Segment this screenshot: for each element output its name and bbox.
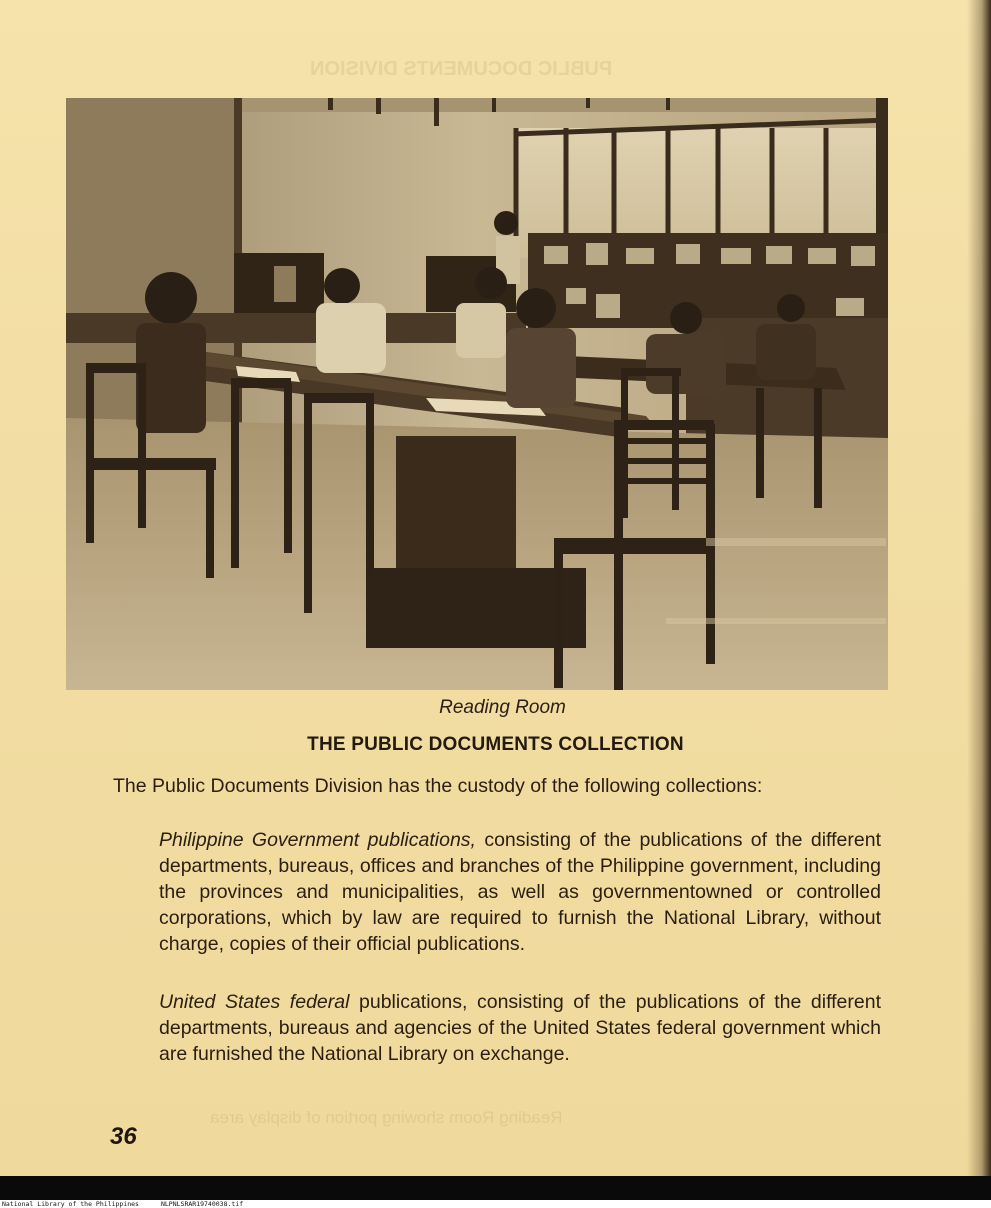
page-number: 36 (110, 1123, 137, 1150)
bleed-through-text: PUBLIC DOCUMENTS DIVISION (310, 58, 613, 80)
collection-body: publications, consisting of the publications of the different departments, bureaus and agencies of the United States federal government which are furnished the National Library on exchange. (159, 991, 882, 1065)
collection-title: Philippine Government publications, (159, 829, 476, 851)
collection-paragraph-us-federal (159, 989, 881, 1067)
collection-title: United States federal (159, 991, 350, 1013)
scan-institution: National Library of the Philippines (2, 1200, 139, 1208)
collection-body: consisting of the publications of the different departments, bureaus, offices and branches of the Philippine government, including the provinces and municipalities, as well as governmentowned or controlled corporations, which by law are required to furnish the National Library, without charge, copies of their official publications. (159, 829, 881, 955)
photo-caption: Reading Room (439, 697, 566, 718)
scan-filename: NLPNLSRAR19740038.tif (160, 1200, 244, 1208)
intro-paragraph: The Public Documents Division has the custody of the following collections: (113, 775, 763, 797)
page-edge-shadow (967, 0, 991, 1176)
scan-footer-strip (0, 1200, 991, 1208)
collection-paragraph-philippine (159, 827, 881, 957)
reading-room-photo (66, 98, 888, 690)
section-heading: THE PUBLIC DOCUMENTS COLLECTION (307, 734, 684, 755)
bleed-through-text: Reading Room showing portion of display area (210, 1108, 563, 1127)
